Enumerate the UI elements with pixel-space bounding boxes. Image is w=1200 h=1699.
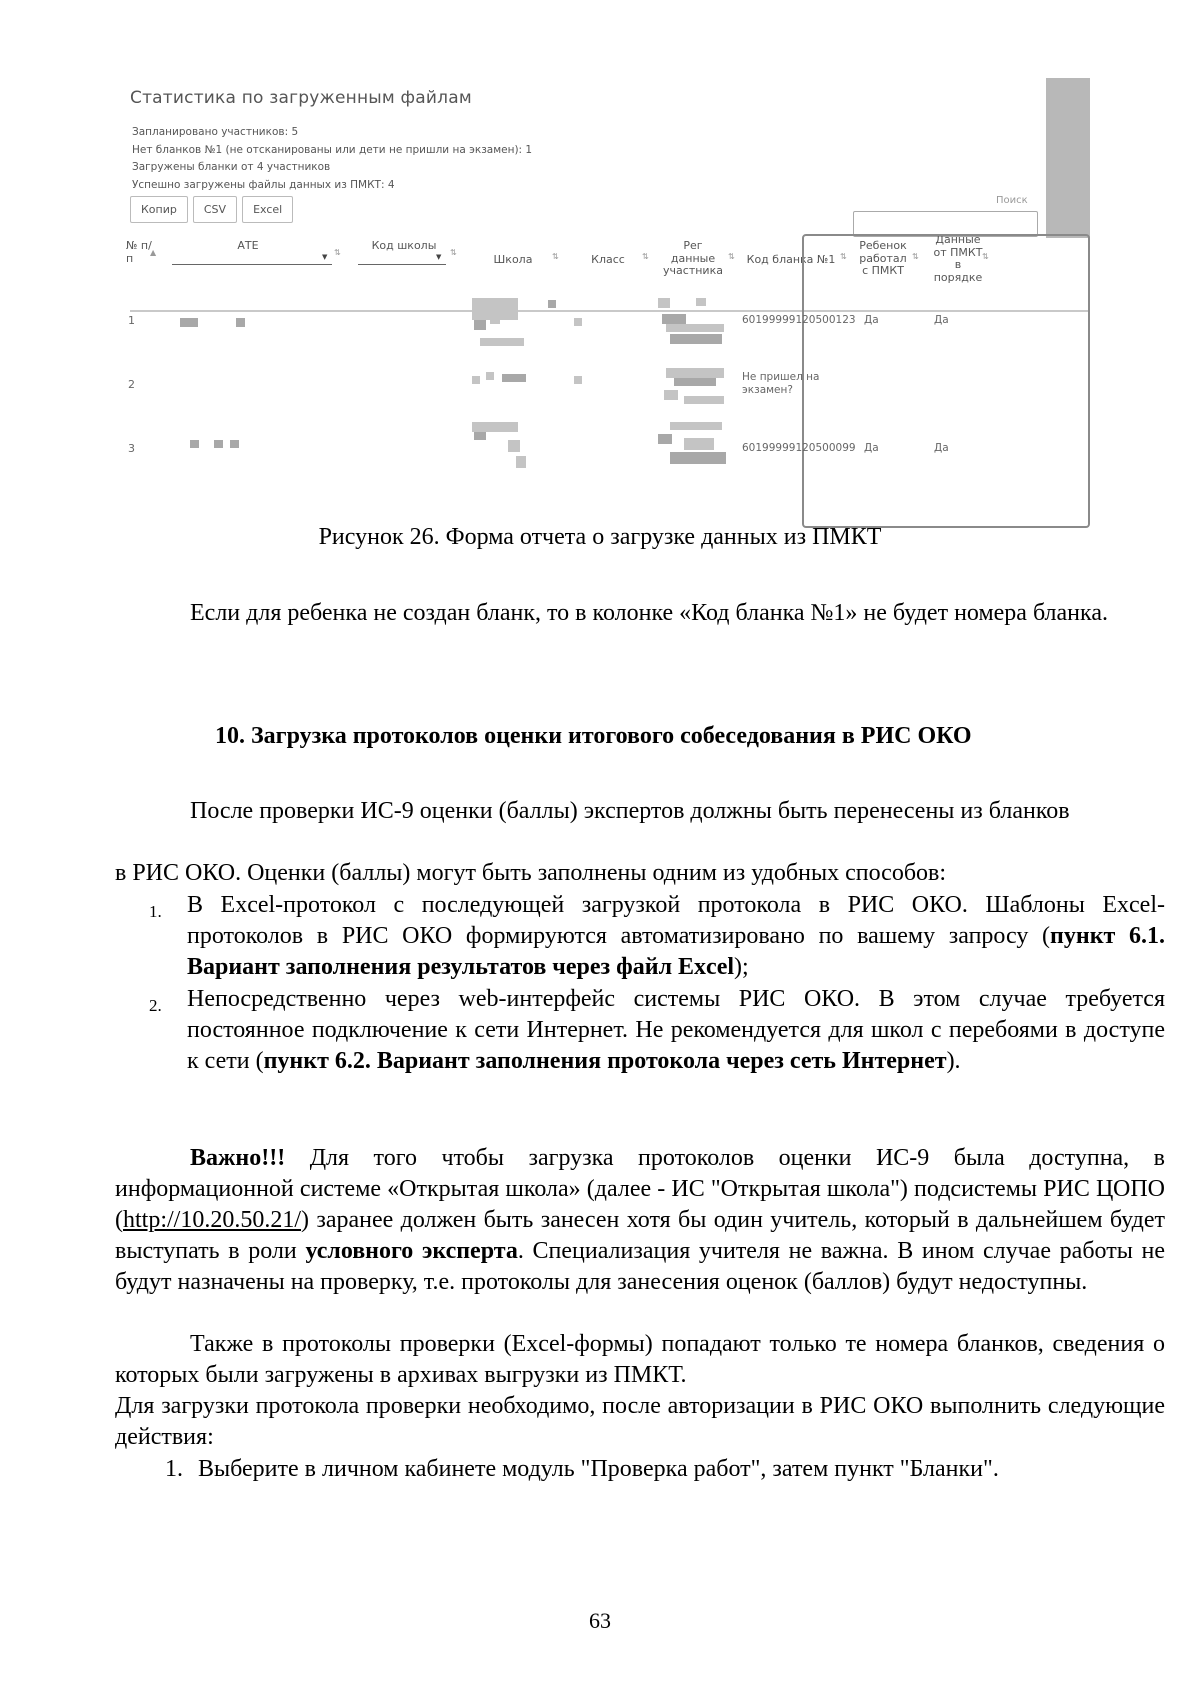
excel-button[interactable]: Excel <box>242 196 293 223</box>
list-item-1 <box>149 890 1165 983</box>
chevron-down-icon[interactable]: ▼ <box>436 253 442 261</box>
row-2-form-code: Не пришел на экзамен? <box>742 371 820 396</box>
csv-button[interactable]: CSV <box>193 196 237 223</box>
col-data-ok[interactable]: Данные от ПМКТ в порядке <box>933 233 983 284</box>
paragraph-intro-line2: в РИС ОКО. Оценки (баллы) могут быть заполнены одним из удобных способов: <box>115 860 947 886</box>
highlight-frame <box>802 234 1090 528</box>
row-3-data-ok: Да <box>934 442 949 454</box>
school-code-filter[interactable] <box>358 264 446 265</box>
col-school-code[interactable]: Код школы <box>371 239 437 252</box>
sort-icon[interactable]: ⇅ <box>728 252 735 261</box>
sort-icon[interactable]: ⇅ <box>840 252 847 261</box>
list-item-text: Непосредственно через web-интерфейс системы РИС ОКО. В этом случае требуется постоянное подключение к сети Интернет. Не рекомендуется для школ с перебоями в доступе к сети (пункт 6.2. Вариант заполнения протокола через сеть Интернет). <box>187 986 1165 1074</box>
paragraph-instructions: Для загрузки протокола проверки необходимо, после авторизации в РИС ОКО выполнить следующие действия: <box>115 1393 1165 1450</box>
list-number: 1. <box>149 902 162 921</box>
col-ate[interactable]: АТЕ <box>237 239 259 252</box>
scrollbar[interactable] <box>1046 78 1090 238</box>
paragraph-important: Важно!!! Для того чтобы загрузка протоколов оценки ИС-9 была доступна, в информационной системе «Открытая школа» (далее - ИС "Открытая школа") подсистемы РИС ЦОПО (http://10.20.50.21/) заранее должен быть занесен хотя бы один учитель, который в дальнейшем будет выступать в роли условного эксперта. Специализация учителя не важна. В ином случае работы не будут назначены на проверку, т.е. протоколы для занесения оценок (баллов) будут недоступны. <box>115 1145 1165 1295</box>
figure-caption: Рисунок 26. Форма отчета о загрузке данных из ПМКТ <box>318 524 882 550</box>
paragraph-excel-forms: Также в протоколы проверки (Excel-формы) попадают только те номера бланков, сведения о которых были загружены в архивах выгрузки из ПМКТ. <box>115 1331 1165 1388</box>
col-class[interactable]: Класс <box>591 253 625 266</box>
row-3-worked: Да <box>864 442 879 454</box>
row-1-data-ok: Да <box>934 314 949 326</box>
sort-icon[interactable]: ⇅ <box>642 252 649 261</box>
section-heading: 10. Загрузка протоколов оценки итогового собеседования в РИС ОКО <box>215 723 972 749</box>
step-number: 1. <box>165 1456 183 1482</box>
sort-icon[interactable]: ⇅ <box>912 252 919 261</box>
col-worked[interactable]: Ребенок работал с ПМКТ <box>859 239 907 277</box>
row-1-worked: Да <box>864 314 879 326</box>
step-text: Выберите в личном кабинете модуль "Проверка работ", затем пункт "Бланки". <box>198 1456 999 1482</box>
stat-pmkt: Успешно загружены файлы данных из ПМКТ: 4 <box>132 178 395 191</box>
row-3-form-code: 60199999120500099 <box>742 442 856 454</box>
col-num[interactable]: № п/ п <box>126 239 152 265</box>
stat-missing: Нет бланков №1 (не отсканированы или дети не пришли на экзамен): 1 <box>132 143 533 156</box>
paragraph-missing-form: Если для ребенка не создан бланк, то в колонке «Код бланка №1» не будет номера бланка. <box>190 600 1108 626</box>
sort-icon[interactable]: ⇅ <box>552 252 559 261</box>
stats-summary <box>132 124 532 194</box>
search-label: Поиск <box>996 195 1028 206</box>
list-item-2 <box>149 984 1165 1077</box>
chevron-down-icon[interactable]: ▼ <box>322 253 328 261</box>
ate-filter[interactable] <box>172 264 332 265</box>
important-label: Важно!!! <box>190 1145 286 1171</box>
copy-button[interactable]: Копир <box>130 196 188 223</box>
export-buttons <box>130 196 293 223</box>
step-1 <box>165 1454 1165 1485</box>
row-1-num: 1 <box>128 314 135 327</box>
stats-title: Статистика по загруженным файлам <box>130 88 472 108</box>
stat-planned: Запланировано участников: 5 <box>132 126 299 138</box>
row-1-form-code: 60199999120500123 <box>742 314 856 326</box>
ops-link[interactable]: http://10.20.50.21/ <box>123 1207 302 1233</box>
page-number: 63 <box>589 1608 611 1633</box>
col-school[interactable]: Школа <box>493 253 533 266</box>
row-2-num: 2 <box>128 378 135 391</box>
stat-loaded: Загружены бланки от 4 участников <box>132 161 331 173</box>
paragraph-intro-line1: После проверки ИС-9 оценки (баллы) экспертов должны быть перенесены из бланков <box>190 798 1070 824</box>
row-3-num: 3 <box>128 442 135 455</box>
report-screenshot <box>118 78 1088 528</box>
sort-icon[interactable]: ⇅ <box>450 248 457 257</box>
sort-icon[interactable]: ▲ <box>150 248 157 257</box>
col-form-code[interactable]: Код бланка №1 <box>746 253 836 266</box>
col-reg[interactable]: Рег данные участника <box>663 239 723 277</box>
list-item-text: В Excel-протокол с последующей загрузкой протокола в РИС ОКО. Шаблоны Excel-протоколов в РИС ОКО формируются автоматизировано по вашему запросу (пункт 6.1. Вариант заполнения результатов через файл Excel); <box>187 892 1165 980</box>
sort-icon[interactable]: ⇅ <box>334 248 341 257</box>
list-number: 2. <box>149 996 162 1015</box>
sort-icon[interactable]: ⇅ <box>982 252 989 261</box>
